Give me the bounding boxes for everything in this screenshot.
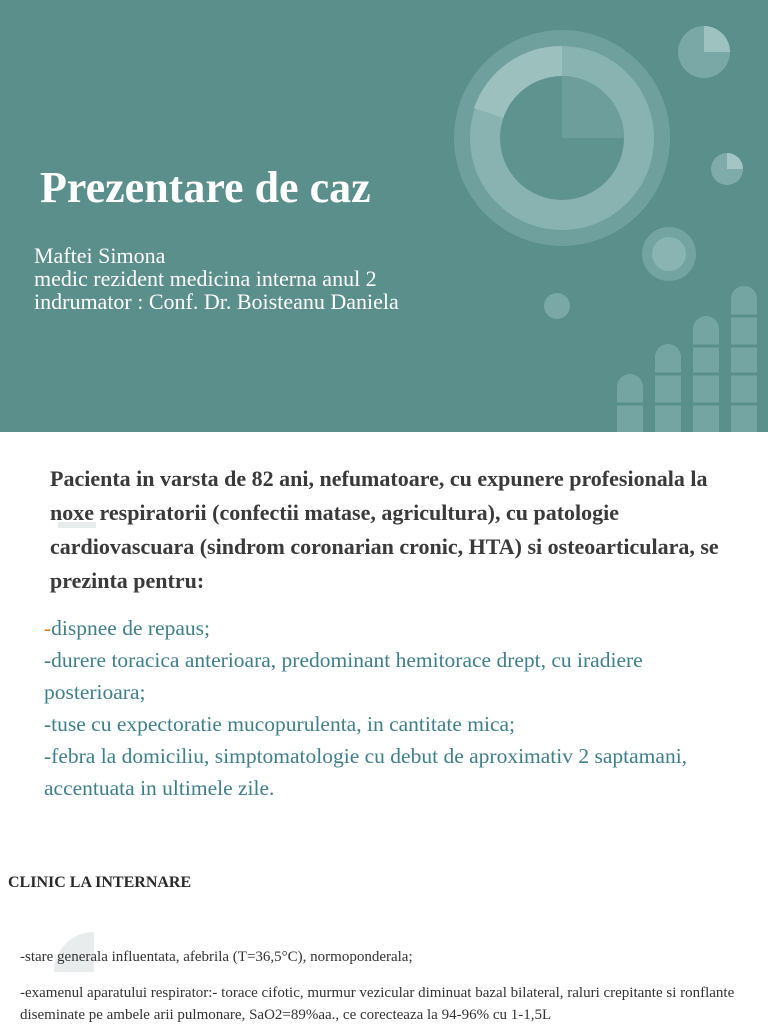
symptom-marker: - bbox=[44, 648, 52, 672]
advisor-line: indrumator : Conf. Dr. Boisteanu Daniela bbox=[34, 289, 399, 314]
symptom-marker: - bbox=[44, 744, 52, 768]
case-intro-paragraph: Pacienta in varsta de 82 ani, nefumatoare, cu expunere profesionala la noxe respiratorii (confectii matase, agricultura), cu patologie cardiovascuara (sindrom coronarian cronic, HTA) si osteoarticulara, se prezinta pentru: bbox=[50, 466, 719, 593]
symptom-item bbox=[44, 644, 744, 708]
small-pie-top-slice bbox=[704, 26, 730, 52]
ring-pie-center bbox=[652, 237, 686, 271]
symptom-text: durere toracica anterioara, predominant hemitorace drept, cu iradiere posterioara; bbox=[44, 648, 643, 704]
title-slide bbox=[0, 0, 768, 432]
clinic-findings-list bbox=[20, 946, 760, 1024]
presenter-role: medic rezident medicina interna anul 2 bbox=[34, 266, 377, 291]
clinic-finding: -examenul aparatului respirator:- torace cifotic, murmur vezicular diminuat bazal bilateral, raluri crepitante si ronflante diseminate pe ambele arii pulmonare, SaO2=89%aa., ce corecteaza la 94-96% cu 1-1,5L bbox=[20, 985, 735, 1023]
presenter-name: Maftei Simona bbox=[34, 243, 166, 268]
symptom-text: febra la domiciliu, simptomatologie cu debut de aproximativ 2 saptamani, accentuata in ultimele zile. bbox=[44, 744, 688, 800]
symptom-text: dispnee de repaus; bbox=[51, 616, 210, 640]
symptom-item bbox=[44, 740, 744, 804]
slide-title: Prezentare de caz bbox=[40, 163, 371, 212]
small-dot bbox=[544, 293, 570, 319]
symptom-marker: - bbox=[44, 712, 52, 736]
symptom-item bbox=[44, 708, 744, 740]
symptoms-list bbox=[44, 612, 744, 804]
decorative-graphics bbox=[0, 0, 768, 432]
symptom-text: tuse cu expectoratie mucopurulenta, in cantitate mica; bbox=[51, 712, 516, 736]
tiny-pie-slice bbox=[727, 153, 743, 169]
clinic-heading: CLINIC LA INTERNARE bbox=[8, 874, 192, 891]
slide-subtitle bbox=[34, 244, 399, 313]
clinic-finding: -stare generala influentata, afebrila (T=36,5°C), normoponderala; bbox=[20, 949, 413, 965]
bar-columns bbox=[617, 286, 757, 432]
symptom-marker: - bbox=[44, 616, 52, 640]
symptom-item bbox=[44, 612, 744, 644]
